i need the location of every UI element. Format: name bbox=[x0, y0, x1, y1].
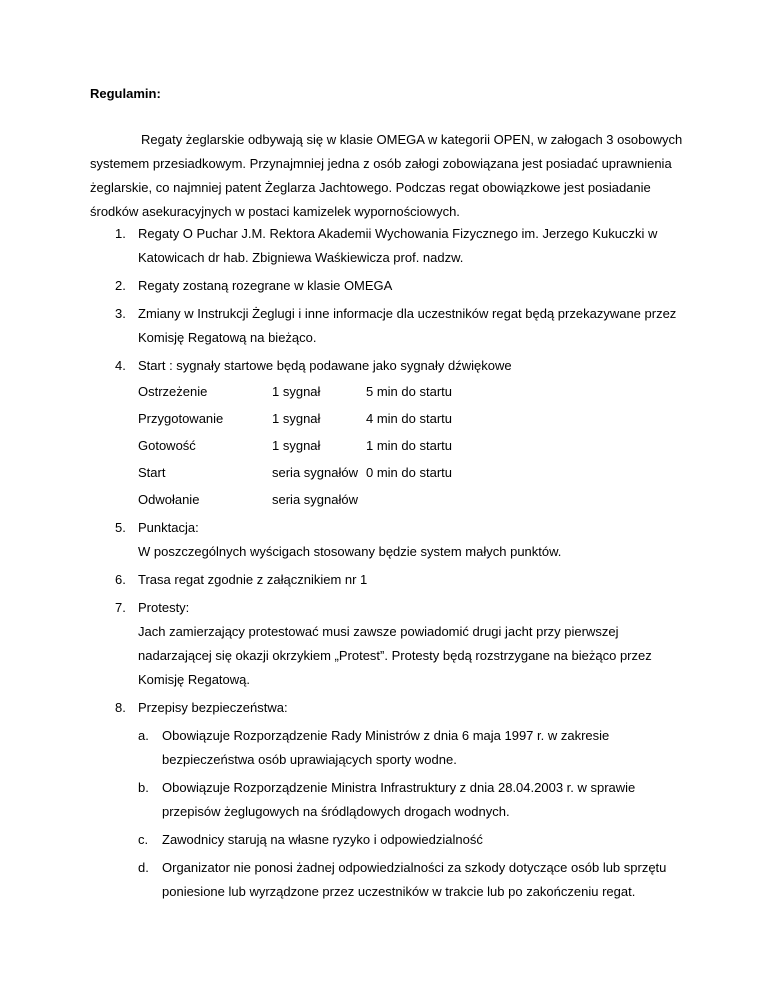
item-number: 4. bbox=[115, 358, 126, 373]
signal-name: Odwołanie bbox=[138, 492, 200, 507]
signal-count: 1 sygnał bbox=[272, 438, 321, 453]
list-item-4 bbox=[90, 354, 690, 512]
safety-item bbox=[138, 724, 690, 772]
intro-paragraph bbox=[90, 128, 690, 224]
list-item-6 bbox=[90, 568, 690, 592]
safety-text: Zawodnicy starują na własne ryzyko i odpowiedzialność bbox=[162, 832, 483, 847]
item-text: Start : sygnały startowe będą podawane jako sygnały dźwiękowe bbox=[138, 358, 512, 373]
list-item-1 bbox=[90, 222, 690, 270]
item-number: 7. bbox=[115, 600, 126, 615]
list-item-5 bbox=[90, 516, 690, 564]
safety-item bbox=[138, 828, 690, 852]
safety-text: Organizator nie ponosi żadnej odpowiedzialności za szkody dotyczące osób lub sprzętu poniesione lub wyrządzone przez uczestników w trakcie lub po zakończeniu regat. bbox=[162, 860, 667, 899]
item-text: Zmiany w Instrukcji Żeglugi i inne informacje dla uczestników regat będą przekazywane przez Komisję Regatową na bieżąco. bbox=[138, 306, 677, 345]
list-item-2 bbox=[90, 274, 690, 298]
signal-time: 4 min do startu bbox=[366, 411, 452, 426]
safety-letter: c. bbox=[138, 832, 149, 847]
signal-row bbox=[138, 461, 690, 485]
item-number: 6. bbox=[115, 572, 126, 587]
item-text: Protesty: bbox=[138, 600, 190, 615]
item-text: Punktacja: bbox=[138, 520, 199, 535]
signal-name: Start bbox=[138, 465, 166, 480]
item-detail: Jach zamierzający protestować musi zawsze powiadomić drugi jacht przy pierwszej nadarzającej się okazji okrzykiem „Protest”. Protesty będą rozstrzygane na bieżąco przez Komisję Regatową. bbox=[138, 624, 652, 687]
signal-time: 5 min do startu bbox=[366, 384, 452, 399]
signal-row bbox=[138, 488, 690, 512]
safety-item bbox=[138, 856, 690, 904]
item-number: 8. bbox=[115, 700, 126, 715]
safety-sublist bbox=[138, 724, 690, 904]
signal-time: 0 min do startu bbox=[366, 465, 452, 480]
signal-row bbox=[138, 407, 690, 431]
signal-name: Gotowość bbox=[138, 438, 196, 453]
document-heading: Regulamin: bbox=[90, 86, 161, 101]
safety-text: Obowiązuje Rozporządzenie Rady Ministrów z dnia 6 maja 1997 r. w zakresie bezpieczeństwa osób uprawiających sporty wodne. bbox=[162, 728, 610, 767]
safety-letter: a. bbox=[138, 728, 149, 743]
item-number: 2. bbox=[115, 278, 126, 293]
signal-count: 1 sygnał bbox=[272, 384, 321, 399]
intro-text: Regaty żeglarskie odbywają się w klasie OMEGA w kategorii OPEN, w załogach 3 osobowych systemem przesiadkowym. Przynajmniej jedna z osób załogi zobowiązana jest posiadać uprawnienia żeglarskie, co najmniej patent Żeglarza Jachtowego. Podczas regat obowiązkowe jest posiadanie środków asekuracyjnych w postaci kamizelek wypornościowych. bbox=[90, 132, 683, 219]
list-item-3 bbox=[90, 302, 690, 350]
signal-time: 1 min do startu bbox=[366, 438, 452, 453]
item-text: Regaty O Puchar J.M. Rektora Akademii Wychowania Fizycznego im. Jerzego Kukuczki w Katowicach dr hab. Zbigniewa Waśkiewicza prof. nadzw. bbox=[138, 226, 658, 265]
item-number: 3. bbox=[115, 306, 126, 321]
item-text: Trasa regat zgodnie z załącznikiem nr 1 bbox=[138, 572, 368, 587]
signals-table bbox=[138, 380, 690, 512]
signal-count: seria sygnałów bbox=[272, 492, 358, 507]
safety-letter: b. bbox=[138, 780, 149, 795]
safety-item bbox=[138, 776, 690, 824]
list-item-8 bbox=[90, 696, 690, 904]
signal-row bbox=[138, 434, 690, 458]
signal-row bbox=[138, 380, 690, 404]
safety-letter: d. bbox=[138, 860, 149, 875]
item-number: 5. bbox=[115, 520, 126, 535]
item-detail: W poszczególnych wyścigach stosowany będzie system małych punktów. bbox=[138, 544, 562, 559]
item-text: Przepisy bezpieczeństwa: bbox=[138, 700, 288, 715]
safety-text: Obowiązuje Rozporządzenie Ministra Infrastruktury z dnia 28.04.2003 r. w sprawie przepisów żeglugowych na śródlądowych drogach wodnych. bbox=[162, 780, 636, 819]
item-number: 1. bbox=[115, 226, 126, 241]
signal-name: Przygotowanie bbox=[138, 411, 224, 426]
list-item-7 bbox=[90, 596, 690, 692]
signal-name: Ostrzeżenie bbox=[138, 384, 208, 399]
signal-count: seria sygnałów bbox=[272, 465, 358, 480]
item-text: Regaty zostaną rozegrane w klasie OMEGA bbox=[138, 278, 393, 293]
rules-list bbox=[90, 222, 690, 908]
signal-count: 1 sygnał bbox=[272, 411, 321, 426]
